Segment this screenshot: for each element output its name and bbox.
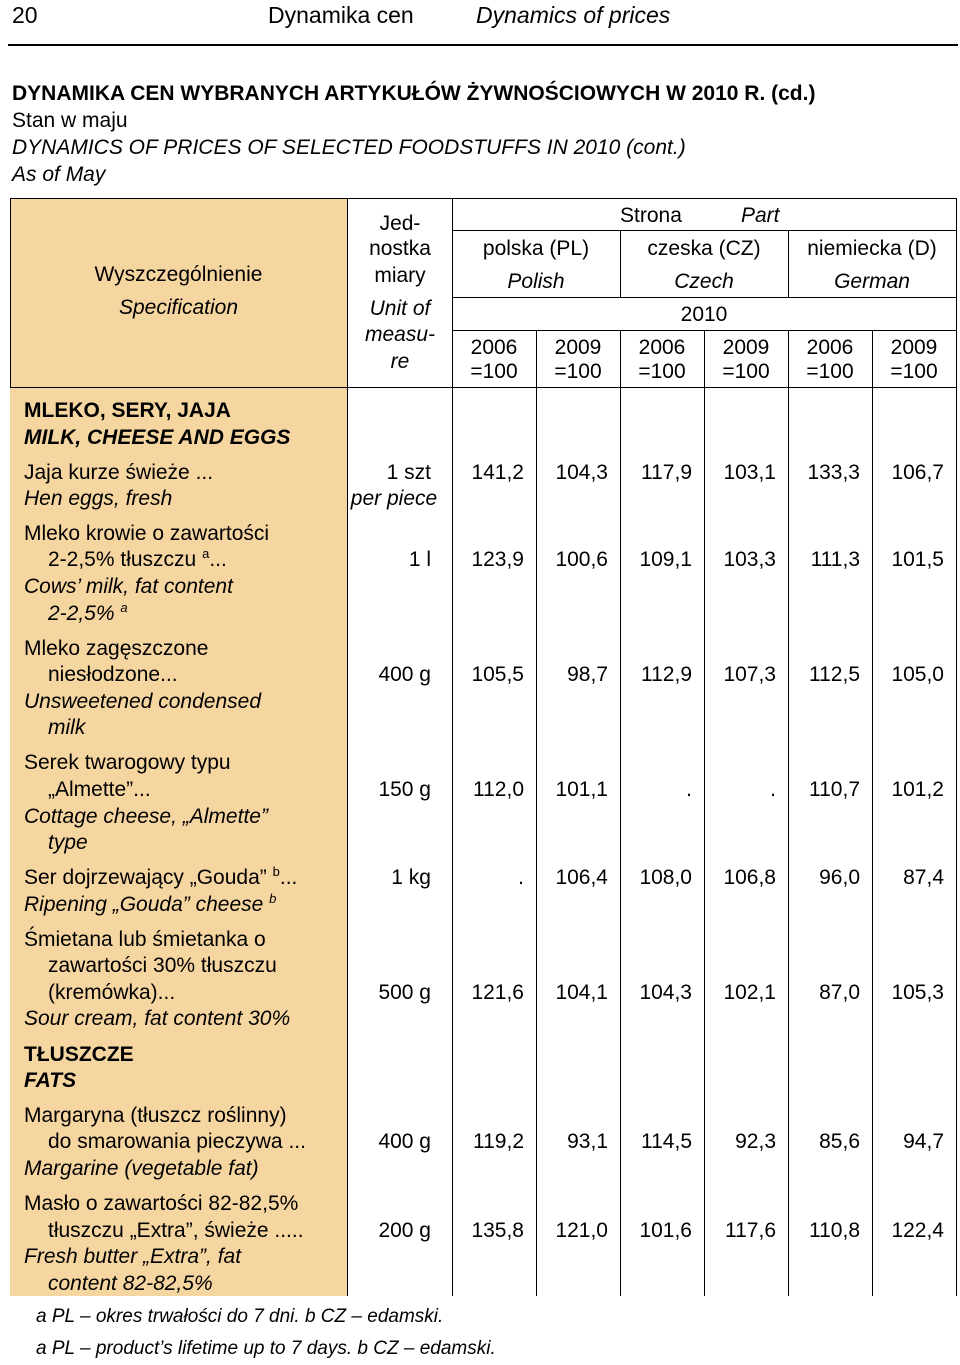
value-cell-r8-c3: 101,6 <box>639 1219 692 1242</box>
value-cell-r2-c4: 103,3 <box>723 548 776 571</box>
row-5-label-en: Ripening „Gouda” cheese $^b$ <box>24 891 277 916</box>
value-cell-r2-c6: 101,5 <box>891 548 944 571</box>
value-cell-r8-c1: 135,8 <box>471 1219 524 1242</box>
row-4-unit: 150 g <box>378 778 431 801</box>
unit-header-pl-1: Jed- <box>379 212 421 235</box>
value-cell-r7-c1: 119,2 <box>473 1130 524 1153</box>
value-cell-r6-c6: 105,3 <box>891 981 944 1004</box>
value-cell-r5-c3: 108,0 <box>639 866 692 889</box>
row-3-unit: 400 g <box>378 663 431 686</box>
value-cell-r5-c1: . <box>518 866 524 889</box>
value-cell-r1-c5: 133,3 <box>807 461 860 484</box>
value-cell-r2-c5: 111,3 <box>810 548 860 571</box>
value-cell-r6-c4: 102,1 <box>723 981 776 1004</box>
row-4-label-en-2: type <box>48 831 88 854</box>
value-cell-r1-c6: 106,7 <box>891 461 944 484</box>
value-cell-r1-c2: 104,3 <box>555 461 608 484</box>
row-4-label-en-1: Cottage cheese, „Almette” <box>24 805 268 828</box>
row-6-label-en: Sour cream, fat content 30% <box>24 1007 291 1030</box>
value-cell-r5-c2: 106,4 <box>555 866 608 889</box>
polish-header-en: Polish <box>507 270 565 293</box>
running-header-en: Dynamics of prices <box>476 2 671 28</box>
value-cell-r6-c1: 121,6 <box>471 981 524 1004</box>
value-cell-r2-c3: 109,1 <box>639 548 692 571</box>
value-cell-r3-c3: 112,9 <box>641 663 692 686</box>
value-cell-r3-c6: 105,0 <box>891 663 944 686</box>
row-2-label-pl-2: 2-2,5% tłuszczu $^a$... <box>48 546 227 571</box>
part-header-en: Part <box>741 204 780 227</box>
value-cell-r4-c2: 101,1 <box>555 778 608 801</box>
value-cell-r2-c1: 123,9 <box>471 548 524 571</box>
row-4-label-pl-2: „Almette”... <box>48 778 151 801</box>
value-cell-r5-c4: 106,8 <box>723 866 776 889</box>
german-header-en: German <box>834 270 910 293</box>
czech-header-pl: czeska (CZ) <box>647 237 761 260</box>
footnote-pl: a PL – okres trwałości do 7 dni. b CZ – edamski. <box>36 1306 444 1327</box>
row-7-unit: 400 g <box>378 1130 431 1153</box>
page-number: 20 <box>12 2 38 28</box>
unit-header-en-2: measu- <box>364 323 436 346</box>
row-1-label-en: Hen eggs, fresh <box>24 487 173 510</box>
row-2-unit: 1 l <box>408 548 431 571</box>
table-left-rule <box>10 198 11 388</box>
year-header: 2010 <box>680 303 728 326</box>
base-index-4: =100 <box>722 360 770 383</box>
base-year-4: 2009 <box>722 336 770 359</box>
value-cell-r7-c6: 94,7 <box>903 1130 944 1153</box>
row-8-label-pl-2: tłuszczu „Extra”, świeże ..... <box>48 1219 304 1242</box>
value-cell-r4-c5: 110,7 <box>809 778 860 801</box>
unit-header-pl-2: nostka <box>369 237 431 260</box>
base-index-3: =100 <box>638 360 686 383</box>
value-cell-r7-c2: 93,1 <box>567 1130 608 1153</box>
value-cell-r3-c5: 112,5 <box>809 663 860 686</box>
row-3-label-en-2: milk <box>48 716 86 739</box>
value-cell-r4-c4: . <box>770 778 776 801</box>
row-1-unit: 1 szt <box>386 461 431 484</box>
row-6-label-pl-2: zawartości 30% tłuszczu <box>48 954 277 977</box>
row-2-label-en-1: Cows’ milk, fat content <box>24 575 233 598</box>
part-header-pl: Strona <box>620 204 682 227</box>
row-7-label-pl-1: Margaryna (tłuszcz roślinny) <box>24 1104 287 1127</box>
row-2-label-pl-1: Mleko krowie o zawartości <box>24 522 270 545</box>
row-3-label-pl-2: niesłodzone... <box>48 663 178 686</box>
base-index-1: =100 <box>470 360 518 383</box>
value-cell-r4-c3: . <box>686 778 692 801</box>
spec-header-en: Specification <box>118 296 239 319</box>
row-7-label-en: Margarine (vegetable fat) <box>24 1157 259 1180</box>
base-year-5: 2006 <box>806 336 854 359</box>
value-cell-r6-c5: 87,0 <box>819 981 860 1004</box>
value-cell-r4-c1: 112,0 <box>473 778 524 801</box>
footnote-en: a PL – product’s lifetime up to 7 days. b CZ – edamski. <box>36 1338 496 1359</box>
row-8-label-en-2: content 82-82,5% <box>48 1272 213 1295</box>
unit-header-en-3: re <box>390 350 410 373</box>
value-cell-r3-c1: 105,5 <box>471 663 524 686</box>
row-4-label-pl-1: Serek twarogowy typu <box>24 751 231 774</box>
czech-header-en: Czech <box>674 270 734 293</box>
row-5-footnote-mark-pl: b <box>272 864 280 879</box>
row-5-label-pl: Ser dojrzewający „Gouda” $^b$... <box>24 864 298 889</box>
table-header-bottom-rule <box>10 387 956 388</box>
row-2-footnote-mark-pl: a <box>202 546 210 561</box>
value-cell-r7-c4: 92,3 <box>735 1130 776 1153</box>
row-5-unit: 1 kg <box>391 866 431 889</box>
value-cell-r7-c3: 114,5 <box>641 1130 692 1153</box>
base-index-2: =100 <box>554 360 602 383</box>
german-header-pl: niemiecka (D) <box>807 237 937 260</box>
section-dairy-pl: MLEKO, SERY, JAJA <box>24 399 231 422</box>
row-6-unit: 500 g <box>378 981 431 1004</box>
value-cell-r8-c4: 117,6 <box>725 1219 776 1242</box>
base-year-6: 2009 <box>890 336 938 359</box>
row-6-label-pl-1: Śmietana lub śmietanka o <box>24 928 266 951</box>
table-subtitle-pl: Stan w maju <box>12 109 128 132</box>
row-7-label-pl-2: do smarowania pieczywa ... <box>48 1130 306 1153</box>
value-cell-r7-c5: 85,6 <box>819 1130 860 1153</box>
base-index-5: =100 <box>806 360 854 383</box>
row-5-footnote-mark-en: b <box>269 891 277 906</box>
base-year-2: 2009 <box>554 336 602 359</box>
row-6-label-pl-3: (kremówka)... <box>48 981 176 1004</box>
value-cell-r3-c4: 107,3 <box>723 663 776 686</box>
table-subtitle-en: As of May <box>12 163 106 186</box>
section-fats-pl: TŁUSZCZE <box>24 1043 134 1066</box>
table-title-pl: DYNAMIKA CEN WYBRANYCH ARTYKUŁÓW ŻYWNOŚCIOWYCH W 2010 R. (cd.) <box>12 82 816 105</box>
polish-header-pl: polska (PL) <box>482 237 590 260</box>
value-cell-r6-c2: 104,1 <box>555 981 608 1004</box>
row-8-unit: 200 g <box>378 1219 431 1242</box>
row-3-label-en-1: Unsweetened condensed <box>24 690 262 713</box>
base-index-6: =100 <box>890 360 938 383</box>
row-2-footnote-mark-en: a <box>120 600 128 615</box>
row-8-label-en-1: Fresh butter „Extra”, fat <box>24 1245 242 1268</box>
value-cell-r4-c6: 101,2 <box>891 778 944 801</box>
row-1-unit-en: per piece <box>350 487 438 510</box>
table-right-rule <box>956 198 957 1296</box>
row-2-label-en-2: 2-2,5% $^a$ <box>48 600 128 625</box>
row-3-label-pl-1: Mleko zagęszczone <box>24 637 209 660</box>
part-header-rule <box>452 230 956 231</box>
value-cell-r8-c2: 121,0 <box>555 1219 608 1242</box>
value-cell-r1-c4: 103,1 <box>723 461 776 484</box>
country-header-rule <box>452 297 956 298</box>
row-1-label-pl: Jaja kurze świeże ... <box>24 461 214 484</box>
value-cell-r2-c2: 100,6 <box>555 548 608 571</box>
value-cell-r1-c3: 117,9 <box>641 461 692 484</box>
value-cell-r1-c1: 141,2 <box>471 461 524 484</box>
value-cell-r5-c5: 96,0 <box>819 866 860 889</box>
header-rule <box>8 44 958 46</box>
running-header-pl: Dynamika cen <box>268 2 414 28</box>
section-fats-en: FATS <box>24 1069 77 1092</box>
base-year-1: 2006 <box>470 336 518 359</box>
value-cell-r8-c5: 110,8 <box>809 1219 860 1242</box>
value-cell-r5-c6: 87,4 <box>903 866 944 889</box>
table-top-rule <box>10 198 956 199</box>
value-cell-r6-c3: 104,3 <box>639 981 692 1004</box>
unit-header-pl-3: miary <box>374 264 426 287</box>
unit-header-en-1: Unit of <box>369 297 431 320</box>
row-8-label-pl-1: Masło o zawartości 82-82,5% <box>24 1192 299 1215</box>
spec-header-pl: Wyszczególnienie <box>94 263 263 286</box>
section-dairy-en: MILK, CHEESE AND EGGS <box>24 426 291 449</box>
table-title-en: DYNAMICS OF PRICES OF SELECTED FOODSTUFFS IN 2010 (cont.) <box>12 136 686 159</box>
base-year-3: 2006 <box>638 336 686 359</box>
value-cell-r8-c6: 122,4 <box>891 1219 944 1242</box>
value-cell-r3-c2: 98,7 <box>567 663 608 686</box>
